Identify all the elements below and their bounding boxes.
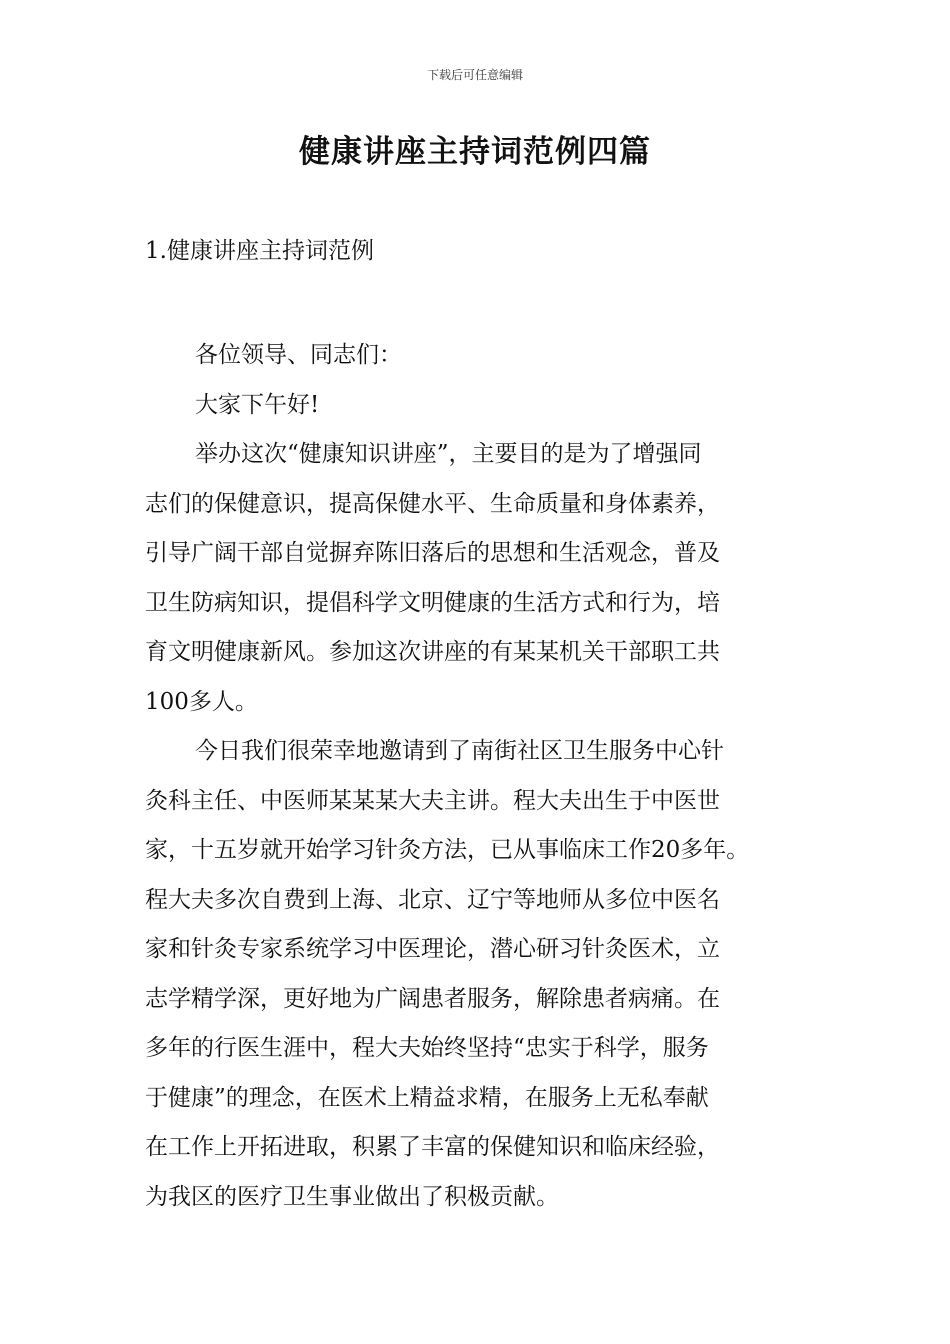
paragraph-speaker-intro: 今日我们很荣幸地邀请到了南街社区卫生服务中心针 灸科主任、中医师某某某大夫主讲。程大夫出生于中医世 家，十五岁就开始学习针灸方法，已从事临床工作20多年。 程大夫多次自费到上海、北京、辽宁等地师从多位中医名 家和针灸专家系统学习中医理论，潜心研习针灸医术，立 志学精学深，更好地为广阔患者服务，解除患者病痛。在 多年的行医生涯中，程大夫始终坚持“忠实于科学，服务 于健康”的理念，在医术上精益求精，在服务上无私奉献 在工作上开拓进取，积累了丰富的保健知识和临床经验， 为我区的医疗卫生事业做出了积极贡献。 — [145, 738, 750, 1210]
paragraph-hello: 大家下午好! — [195, 391, 320, 418]
section-heading: 1.健康讲座主持词范例 — [145, 238, 374, 264]
header-note: 下载后可任意编辑 — [426, 68, 523, 82]
document-title: 健康讲座主持词范例四篇 — [299, 134, 651, 170]
document-body — [145, 331, 820, 1222]
paragraph-greeting: 各位领导、同志们： — [195, 342, 402, 368]
paragraph-purpose: 举办这次“健康知识讲座”，主要目的是为了增强同 志们的保健意识，提高保健水平、生命质量和身体素养， 引导广阔干部自觉摒弃陈旧落后的思想和生活观念，普及 卫生防病知识，提倡科学文明健康的生活方式和行为，培 育文明健康新风。参加这次讲座的有某某机关干部职工共 100多人。 — [145, 441, 720, 715]
